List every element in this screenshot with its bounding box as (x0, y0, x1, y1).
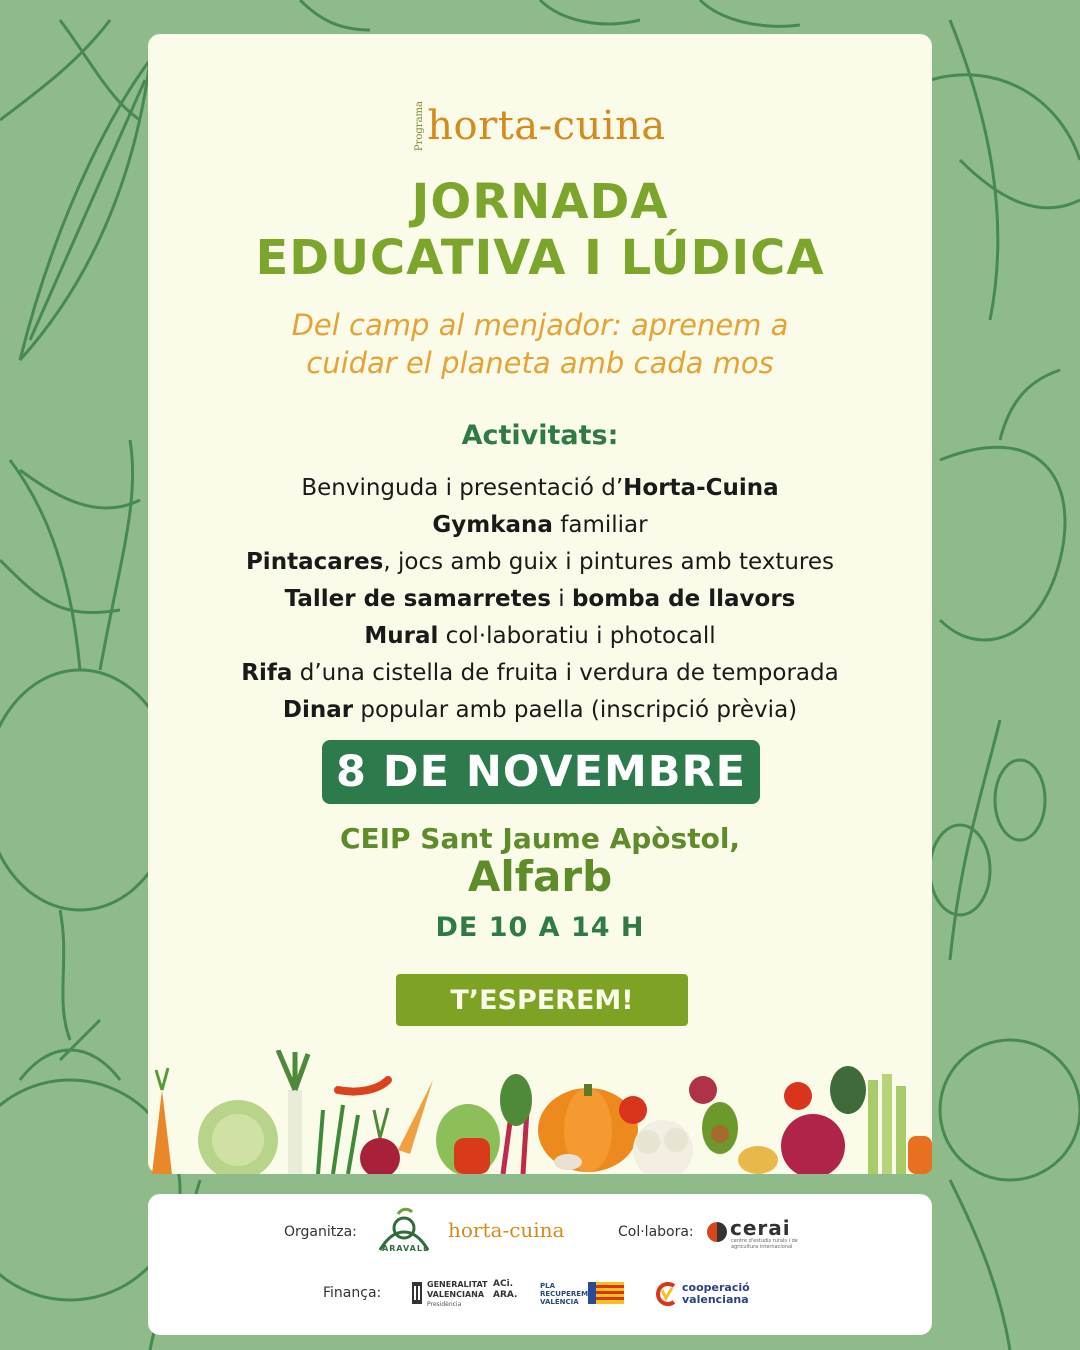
aci-ara-logo: ACi. ARA. (493, 1279, 518, 1300)
cerai-subtitle: centre d'estudis rurals i de agricultura internacional (731, 1238, 798, 1250)
horta-cuina-logo (148, 96, 932, 156)
activity-item: Pintacares, jocs amb guix i pintures amb textures (245, 549, 835, 575)
subtitle-line-2: cuidar el planeta amb cada mos (306, 346, 774, 380)
generalitat-subtitle: Presidència (427, 1301, 462, 1308)
event-hours: DE 10 A 14 H (435, 912, 645, 943)
generalitat-name: GENERALITAT VALENCIANA (427, 1280, 488, 1299)
event-date: 8 DE NOVEMBRE (322, 740, 760, 804)
activities-list (148, 470, 932, 729)
collabora-label: Col·labora: (618, 1224, 694, 1240)
program-label: Programa (414, 100, 426, 152)
cooperacio-name: cooperació valenciana (682, 1281, 750, 1306)
financa-label: Finança: (323, 1285, 382, 1301)
subtitle-line-1: Del camp al menjador: aprenem a (291, 308, 789, 342)
sponsors-footer (148, 1194, 932, 1335)
pla-recuperem-logo: PLA RECUPEREM VALÈNCIA (540, 1282, 589, 1306)
activity-item: Gymkana familiar (432, 512, 648, 538)
activity-item: Benvinguda i presentació d’Horta-Cuina (301, 475, 779, 501)
activities-heading: Activitats: (461, 420, 619, 451)
title-line-1: JORNADA (411, 174, 669, 230)
activity-item: Dinar popular amb paella (inscripció prèvia) (282, 697, 798, 723)
cta-banner: T’ESPEREM! (396, 974, 688, 1026)
title-line-2: EDUCATIVA I LÚDICA (255, 230, 825, 286)
event-town: Alfarb (467, 852, 613, 901)
cerai-logo-icon (706, 1221, 728, 1243)
aravall-name: ARAVALL (382, 1244, 430, 1253)
activity-item: Taller de samarretes i bomba de llavors (284, 586, 796, 612)
generalitat-crest-icon (410, 1278, 424, 1308)
valencian-flag-icon (588, 1282, 624, 1304)
subtitle (208, 306, 872, 382)
activity-item: Rifa d’una cistella de fruita i verdura de temporada (241, 660, 839, 686)
cerai-name: cerai (730, 1216, 791, 1240)
activity-item: Mural col·laboratiu i photocall (364, 623, 716, 649)
vegetables-strip-illustration (148, 1050, 932, 1174)
horta-cuina-small-logo: horta-cuina (448, 1218, 565, 1242)
brand-name: horta-cuina (427, 103, 666, 149)
organitza-label: Organitza: (284, 1224, 357, 1240)
cooperacio-logo-icon (652, 1282, 678, 1306)
event-venue: CEIP Sant Jaume Apòstol, (339, 822, 741, 855)
